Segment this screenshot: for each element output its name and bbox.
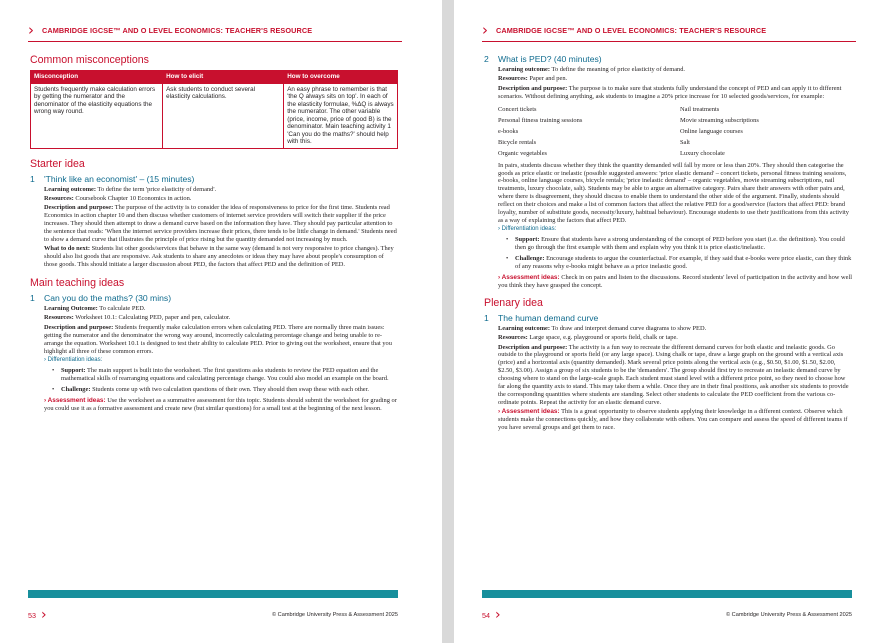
list-item: Organic vegetables [498,149,548,157]
misconceptions-heading: Common misconceptions [30,54,149,66]
activity-number: 1 [30,173,35,184]
running-header [28,22,422,38]
label: Resources: [44,194,74,202]
what-next: Students list other goods/services that behave in the same way (demand is not very responsive to price changes). They should also list goods that are responsive. Ask students to share any anecdotes or ideas they may have about people's consumption of those goods. This should initiate a larger discussion about PED, the factors that affect PED and the definition of PED. [44,245,394,269]
chevron-right-icon: › [495,607,501,623]
activity-name: The human demand curve [498,312,599,323]
challenge-text: Encourage students to argue the counterfactual. For example, if they said that e-books were price elastic, can they think of any reasons why e-books might behave as a price inelastic good. [515,255,852,270]
plenary-body [498,325,852,432]
page-number: 54 [482,610,490,620]
list-item: Salt [680,138,690,146]
label: Learning outcome: [498,66,551,73]
table-cell: An easy phrase to remember is that 'the Q always sits on top'. In each of the elasticity formulae, %ΔQ is always the numerator. The other variable (price, income, price of good B) is the denominator. Main teaching activity 1 'Can you do the maths?' should help with this. [284,83,398,148]
assessment-label: › Assessment ideas: [498,408,560,416]
label: Learning Outcome: [44,305,98,313]
chevron-right-icon: › [28,21,34,39]
chevron-right-icon: › [482,21,488,39]
challenge-text: Students come up with two calculation questions of their own. They should then swap these with each other. [92,385,370,393]
header-rule [28,41,402,42]
list-item [52,367,398,383]
label: Resources: [498,334,528,342]
table-header: How to overcome [284,71,398,84]
description: Students frequently make calculation errors when calculating PED. There are normally three main issues: getting the numerator and the denominator the wrong way around, incorrectly calculating percentage change and being unable to re-arrange the equation. Worksheet 10.1 is designed to test their ability to calculate PED. Prior to giving out the worksheet, ensure that you highlight all three of these common errors. [44,323,392,355]
description: The purpose is to make sure that students fully understand the concept of PED and can apply it to different scenarios. Without defining anything, ask students to imagine a 20% price increase for 10 selected goods/services, for example: [498,84,842,100]
differentiation-heading: › Differentiation ideas: [498,226,557,233]
activity-number: 1 [484,312,489,323]
label: Description and purpose: [498,343,568,351]
activity-number: 1 [30,293,35,304]
pairs-text: In pairs, students discuss whether they think the quantity demanded will fall by more or less than 20%. They should then categorise the goods as price elastic or inelastic (possible suggested answers: 'price elastic demand' – concert tickets, personal fitness training sessions, e-books, online language courses, bicycle rentals; 'price inelastic demand' – organic vegetables, movie streaming subscriptions, nail treatments, luxury chocolate, salt). Students may be able to argue an alternative category. Pairs share their answers with other pairs and, where there is disagreement, they should discuss to enable them to understand the other side of the argument. Finally, students should reflect on their choices and make a list of common factors that affect the relative PED for a good/service (factors that affect PED: brand loyalty, number of substitute goods, necessity/luxury, habitual behaviour). Encourage students to use their justifications from this activity as a way of explaining the factors that affect PED. [498,161,849,224]
label: Description and purpose: [44,204,114,212]
page-54 [454,0,896,643]
copyright: © Cambridge University Press & Assessment 2025 [272,612,398,618]
label: What to do next: [44,245,90,253]
running-header [482,22,876,38]
activity-2-body [498,66,852,290]
learning-outcome: To draw and interpret demand curve diagrams to show PED. [551,324,707,332]
activity-name: 'Think like an economist' – (15 minutes) [44,173,195,184]
assessment-label: › Assessment ideas: [44,396,106,404]
main-body [44,305,398,412]
description: The purpose of the activity is to consider the idea of responsiveness to price for the first time. Students read Economics in action chapter 10 and then discuss whether customers of internet service providers will switch their supplier if the price increases. They should then attempt to draw a demand curve based on the information they have. They should pay particular attention to the sentence that reads: 'When the internet service providers increase their prices, there tends to be little change in demand.' Students need to show a demand curve that illustrates the principle of price rising but the quantity demanded not increasing by much. [44,204,397,243]
table-cell: Students frequently make calculation errors by getting the numerator and the denominator of the elasticity equations the wrong way round. [31,83,163,148]
chevron-right-icon: › [41,607,47,623]
resources: Large space, e.g. playground or sports field, chalk or tape. [529,334,678,342]
page-53 [0,0,442,643]
label: Support: [61,366,86,374]
differentiation-list [506,236,852,271]
differentiation-heading: › Differentiation ideas: [44,357,103,363]
list-item [506,236,852,252]
label: Description and purpose: [498,84,568,92]
list-item: Nail treatments [680,105,720,113]
activity-name: What is PED? (40 minutes) [498,54,602,64]
misconceptions-table [30,70,398,149]
list-item: Bicycle rentals [498,138,537,146]
activity-name: Can you do the maths? (30 mins) [44,293,172,304]
goods-list [498,104,852,159]
starter-body [44,186,398,270]
main-activity-title [30,293,398,303]
list-item: Personal fitness training sessions [498,116,583,124]
activity-2-title [484,54,852,64]
table-header: How to elicit [163,71,284,84]
resources: Worksheet 10.1: Calculating PED, paper and pen, calculator. [75,314,231,322]
label: Description and purpose: [44,323,114,331]
table-cell: Ask students to conduct several elasticity calculations. [163,83,284,148]
assessment-text: Check in on pairs and listen to the discussions. Record students' level of participation in the activity and how well you think they have grasped the concept. [498,273,852,289]
plenary-heading: Plenary idea [484,296,543,309]
differentiation-list [52,367,398,394]
activity-number: 2 [484,54,489,64]
list-item: Concert tickets [498,105,537,113]
learning-outcome: To calculate PED. [99,305,146,313]
label: Support: [515,236,540,244]
table-header: Misconception [31,71,163,84]
label: Learning outcome: [498,324,551,332]
label: Resources: [498,75,528,83]
support-text: The main support is built into the worksheet. The first questions asks students to review the PED equation and the mathematical skills of rearranging equations and calculating percentage change. You could also model an example on the board. [61,366,389,382]
list-item: e-books [498,127,519,135]
footer [482,609,852,621]
learning-outcome: To define the meaning of price elasticity of demand. [551,66,686,73]
list-item [506,255,852,271]
copyright: © Cambridge University Press & Assessment 2025 [726,612,852,618]
header-rule [482,41,856,42]
footer [28,609,398,621]
starter-heading: Starter idea [30,157,85,170]
assessment-text: This is a great opportunity to observe students applying their knowledge in a different context. Observe which students make the connections quickly, and how they collaborate with others. You can compare and assess the speed of different teams if you have several groups and get them to race. [498,408,848,432]
resources: Paper and pen. [529,75,568,83]
label: Learning outcome: [44,185,97,193]
label: Challenge: [61,385,91,393]
header-title: CAMBRIDGE IGCSE™ AND O LEVEL ECONOMICS: TEACHER'S RESOURCE [496,25,767,35]
assessment-text: Use the worksheet as a summative assessment for this topic. Students should submit the worksheet for grading or you could use it as a formative assessment and create new (but similar questions) for a small test at the beginning of the next lesson. [44,396,397,412]
left-content [30,50,398,414]
right-content [484,50,852,434]
list-item: Online language courses [680,127,743,135]
resources: Coursebook Chapter 10 Economics in action. [75,194,192,202]
support-text: Ensure that students have a strong understanding of the concept of PED before you start (i.e. the definition). You could then go through the first example with them and explain why you think it is price elastic/inelastic. [515,236,845,252]
page-number: 53 [28,610,36,620]
table-row [31,83,398,148]
footer-bar [482,590,852,598]
learning-outcome: To define the term 'price elasticity of demand'. [97,185,217,193]
label: Challenge: [515,255,545,263]
main-teaching-heading: Main teaching ideas [30,277,125,290]
list-item: Movie streaming subscriptions [680,116,759,124]
footer-bar [28,590,398,598]
assessment-label: › Assessment ideas: [498,273,560,281]
starter-activity-title [30,174,398,184]
list-item: Luxury chocolate [680,149,725,157]
plenary-activity-title [484,313,852,323]
header-title: CAMBRIDGE IGCSE™ AND O LEVEL ECONOMICS: TEACHER'S RESOURCE [42,25,313,35]
label: Resources: [44,314,74,322]
list-item [52,386,398,394]
description: The activity is a fun way to recreate the different demand curves for both elastic and inelastic goods. Go outside to the playground or sports field (or any large space). Using chalk or tape, draw a large graph on the ground with a vertical axis (price) and a horizontal axis (quantity demanded). Mark several price points along the vertical axis (e.g., $0.50, $1.00, $1.50, $2.00, $2.50, $3.00). Assign a group of six students to be the 'demanders'. The group should first try to recreate an inelastic demand curve by choosing where to stand on the large-scale graph. Each student must stand level with a different price point, so they need to choose how far along the quantity axis to stand. This may take them a while. Once they are in their final positions, ask another six students to provide the corresponding quantities where students are standing. Select other students to calculate the PED coefficient from the various co-ordinate points. Repeat the activity for an elastic demand curve. [498,343,849,406]
